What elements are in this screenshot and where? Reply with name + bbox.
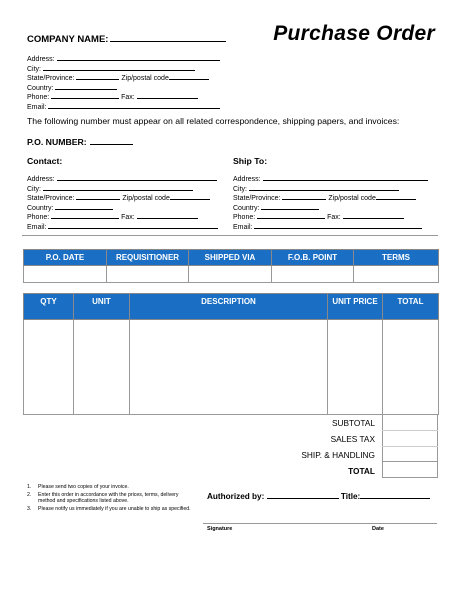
company-phone-label: Phone:: [27, 94, 50, 102]
po-number-label: [27, 137, 133, 147]
ship-to-address-label: Address:: [233, 176, 261, 183]
contact-zip-label: Zip/postal code: [122, 195, 170, 203]
title-label: Title:: [340, 492, 361, 501]
ship-to-zip-label: Zip/postal code: [328, 195, 376, 203]
company-phone-field[interactable]: [51, 93, 119, 99]
total-cell[interactable]: [383, 320, 439, 415]
authorization-row: [207, 491, 430, 501]
contact-fax-field[interactable]: [137, 213, 198, 219]
contact-zip-field[interactable]: [170, 194, 210, 200]
terms-cell[interactable]: [354, 266, 439, 283]
note-item: 3. Please notify us immediately if you are unable to ship as specified.: [27, 506, 191, 513]
note-item: 1. Please send two copies of your invoice.: [27, 484, 129, 490]
totals-divider: [382, 430, 438, 431]
header-fob-point: F.O.B. POINT: [272, 250, 354, 266]
po-number-field[interactable]: [90, 137, 133, 145]
ship-to-state-field[interactable]: [282, 194, 326, 200]
header-unit: UNIT: [74, 294, 130, 320]
header-qty: QTY: [24, 294, 74, 320]
header-terms: TERMS: [354, 250, 439, 266]
description-cell[interactable]: [130, 320, 328, 415]
contact-address-block: [27, 175, 218, 233]
grand-total-box[interactable]: [382, 461, 438, 478]
company-fax-label: Fax:: [121, 94, 135, 102]
contact-city-field[interactable]: [43, 185, 193, 191]
contact-title: Contact:: [27, 156, 63, 166]
company-country-label: Country:: [27, 84, 54, 92]
ship-to-phone-label: Phone:: [233, 214, 256, 222]
fob-point-cell[interactable]: [272, 266, 354, 283]
company-name-text: COMPANY NAME:: [27, 34, 109, 45]
authorized-by-label: Authorized by:: [207, 492, 265, 501]
header-total: TOTAL: [383, 294, 439, 320]
ship-to-zip-field[interactable]: [376, 194, 416, 200]
title-field[interactable]: [360, 491, 430, 499]
contact-address-field[interactable]: [57, 175, 217, 181]
company-state-field[interactable]: [76, 74, 119, 80]
note-item: 2. Enter this order in accordance with the prices, terms, delivery method and specifications listed above.: [27, 492, 179, 505]
contact-phone-label: Phone:: [27, 214, 50, 222]
ship-to-phone-field[interactable]: [257, 213, 325, 219]
contact-country-field[interactable]: [55, 204, 113, 210]
company-address-label: Address:: [27, 56, 55, 63]
unit-price-cell[interactable]: [328, 320, 383, 415]
section-divider: [22, 235, 438, 236]
shipped-via-cell[interactable]: [189, 266, 272, 283]
company-country-field[interactable]: [55, 84, 117, 90]
signature-label: Signature: [207, 526, 233, 532]
ship-to-email-field[interactable]: [254, 223, 422, 229]
po-date-cell[interactable]: [24, 266, 107, 283]
contact-address-label: Address:: [27, 176, 55, 183]
date-label: Date: [372, 526, 384, 532]
qty-cell[interactable]: [24, 320, 74, 415]
subtotal-label: SUBTOTAL: [331, 418, 375, 428]
ship-to-fax-field[interactable]: [343, 213, 404, 219]
unit-cell[interactable]: [74, 320, 130, 415]
contact-phone-field[interactable]: [51, 213, 119, 219]
contact-state-field[interactable]: [76, 194, 120, 200]
company-email-field[interactable]: [48, 103, 220, 109]
company-name-field[interactable]: [110, 34, 226, 42]
header-unit-price: UNIT PRICE: [328, 294, 383, 320]
contact-country-label: Country:: [27, 204, 54, 212]
total-label: TOTAL: [348, 466, 375, 476]
items-table: [23, 293, 439, 415]
totals-column[interactable]: [382, 414, 438, 461]
sales-tax-label: SALES TAX: [330, 434, 375, 444]
company-address-field[interactable]: [57, 55, 220, 61]
document-title: Purchase Order: [273, 22, 435, 45]
contact-fax-label: Fax:: [121, 214, 135, 222]
notes-list: [27, 484, 197, 514]
company-city-field[interactable]: [43, 65, 195, 71]
ship-to-title: Ship To:: [233, 156, 268, 166]
header-shipped-via: SHIPPED VIA: [189, 250, 272, 266]
company-city-label: City:: [27, 65, 41, 73]
shipping-handling-label: SHIP. & HANDLING: [301, 450, 375, 460]
company-zip-label: Zip/postal code: [121, 75, 169, 83]
totals-divider: [382, 446, 438, 447]
ship-to-fax-label: Fax:: [327, 214, 341, 222]
company-email-label: Email:: [27, 103, 47, 111]
ship-to-address-field[interactable]: [263, 175, 428, 181]
company-address-block: [27, 55, 220, 113]
ship-to-city-label: City:: [233, 185, 247, 193]
header-description: DESCRIPTION: [130, 294, 328, 320]
ship-to-email-label: Email:: [233, 223, 253, 231]
po-number-text: P.O. NUMBER:: [27, 137, 87, 147]
ship-to-state-label: State/Province:: [233, 195, 281, 203]
contact-state-label: State/Province:: [27, 195, 75, 203]
ship-to-country-field[interactable]: [261, 204, 319, 210]
company-zip-field[interactable]: [169, 74, 209, 80]
ship-to-address-block: [233, 175, 428, 233]
contact-email-field[interactable]: [48, 223, 218, 229]
company-name-label: [27, 34, 226, 45]
authorized-by-field[interactable]: [267, 491, 339, 499]
company-fax-field[interactable]: [137, 93, 198, 99]
contact-email-label: Email:: [27, 223, 47, 231]
order-info-table: [23, 249, 439, 283]
requisitioner-cell[interactable]: [107, 266, 189, 283]
po-notice-text: The following number must appear on all related correspondence, shipping papers, and invoices:: [27, 116, 400, 126]
ship-to-country-label: Country:: [233, 204, 260, 212]
header-requisitioner: REQUISITIONER: [107, 250, 189, 266]
contact-city-label: City:: [27, 185, 41, 193]
ship-to-city-field[interactable]: [249, 185, 399, 191]
header-po-date: P.O. DATE: [24, 250, 107, 266]
company-state-label: State/Province:: [27, 75, 75, 83]
signature-line[interactable]: [203, 523, 437, 524]
